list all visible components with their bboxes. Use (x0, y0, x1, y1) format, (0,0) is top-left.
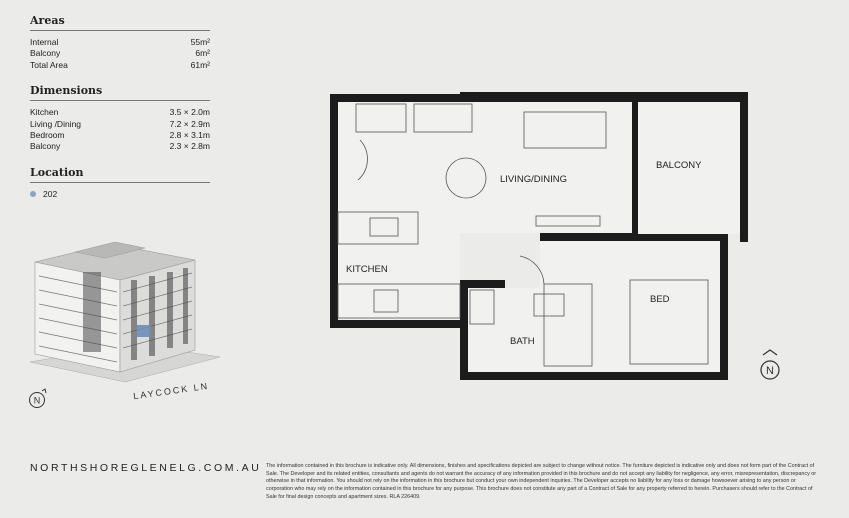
living-dining-label: LIVING/DINING (500, 174, 568, 185)
dimensions-title: Dimensions (30, 84, 210, 101)
unit-marker-dot (30, 191, 36, 197)
dimensions-row (30, 107, 210, 118)
areas-section (30, 14, 210, 71)
areas-row (30, 48, 210, 59)
row-value: 3.5 × 2.0m (169, 107, 210, 118)
street-label: LAYCOCK LN (132, 380, 210, 402)
row-label: Bedroom (30, 130, 65, 141)
row-label: Living /Dining (30, 118, 82, 129)
compass-north-icon (28, 388, 48, 410)
location-title: Location (30, 166, 210, 183)
compass-label: N (33, 395, 41, 406)
dimensions-row (30, 119, 210, 130)
row-value: 55m² (190, 37, 210, 47)
location-section (30, 166, 210, 199)
row-value: 61m² (190, 59, 210, 70)
areas-row (30, 37, 210, 48)
balcony-label: BALCONY (656, 160, 702, 171)
row-value: 7.2 × 2.9m (169, 118, 210, 129)
location-unit-row (30, 189, 210, 199)
row-value: 2.8 × 3.1m (169, 130, 210, 141)
areas-row (30, 60, 210, 71)
compass-north-icon (758, 348, 782, 382)
floor-plan (300, 88, 760, 388)
row-value: 6m² (195, 48, 210, 59)
bath-label: BATH (510, 336, 535, 347)
row-label: Balcony (30, 48, 61, 59)
bed-label: BED (650, 294, 670, 305)
row-label: Internal (30, 37, 59, 47)
info-panel (30, 14, 210, 212)
website-link[interactable]: NORTHSHOREGLENELG.COM.AU (30, 462, 262, 474)
compass-label: N (766, 365, 774, 377)
dimensions-row (30, 141, 210, 152)
row-label: Total Area (30, 59, 68, 70)
kitchen-label: KITCHEN (346, 264, 388, 275)
row-label: Balcony (30, 141, 61, 152)
row-label: Kitchen (30, 107, 59, 118)
location-unit: 202 (43, 188, 58, 199)
dimensions-section (30, 84, 210, 153)
dimensions-row (30, 130, 210, 141)
disclaimer-text: The information contained in this brochure is indicative only. All dimensions, finishes and specifications depicted are subject to change without notice. The furniture depicted is indicative only and does not form part of the Contract of Sale. The Developer and its related entities, consultants and agents do not warrant the accuracy of any information provided in this brochure and do not accept any liability for negligence, any error, misrepresentation, discrepancy or otherwise in that information. You should not rely on the information in this brochure but conduct your own independent inquiries. The Developer accepts no liability for any loss or damage howsoever arising to any person or corporation who may rely on the information contained in this brochure for any purpose. This brochure does not constitute any part of a Contract of Sale for any property referred to herein. Purchasers should refer to the Contract of Sale for final design concepts and apartment sizes. RLA 226409. (266, 463, 817, 500)
row-value: 2.3 × 2.8m (169, 141, 210, 152)
areas-title: Areas (30, 14, 210, 31)
building-illustration (25, 232, 225, 392)
